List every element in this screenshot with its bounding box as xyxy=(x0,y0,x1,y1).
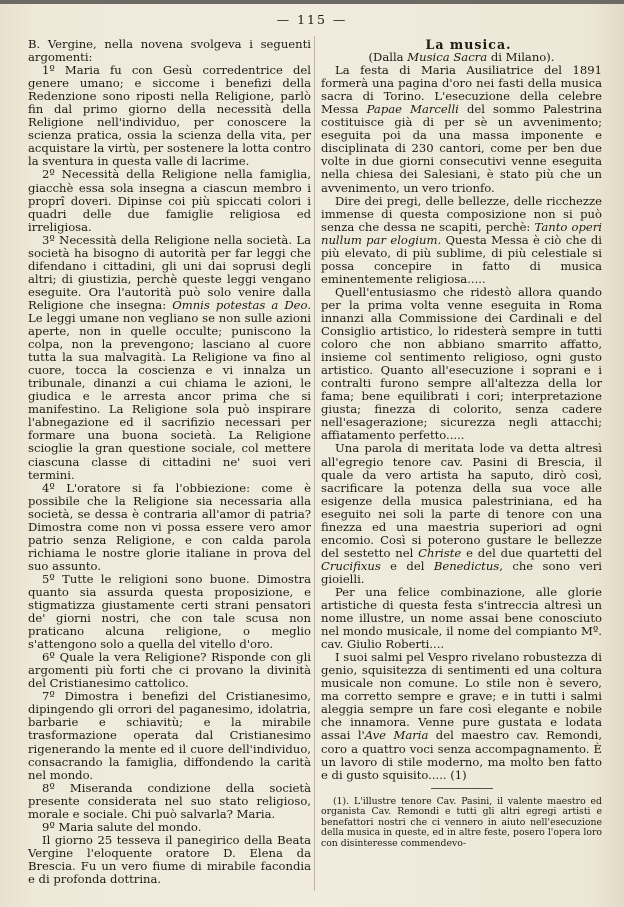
page-number: — 115 — xyxy=(276,12,348,27)
paragraph: 6º Quale la vera Religione? Risponde con gli argomenti più forti che ci provano la divinità del Cristianesimo cattolico. xyxy=(28,650,311,691)
source-journal: Musica Sacra xyxy=(407,50,488,65)
footnote xyxy=(321,797,602,850)
paragraph: 9º Maria salute del mondo. xyxy=(42,819,202,834)
paragraph-text: del maestro cav. Remondi, coro a quattro voci senza accompagnamento. È un lavoro di stile moderno, ma molto ben fatto e di gusto squisito..... (1) xyxy=(321,728,603,782)
work-title: Benedictus xyxy=(433,558,500,573)
footnote-rule xyxy=(431,788,493,789)
source-suffix: di Milano). xyxy=(487,50,555,65)
article-title: La musica. xyxy=(425,37,512,52)
paragraph xyxy=(28,234,311,482)
paragraph: Quell'entusiasmo che ridestò allora quando per la prima volta venne eseguita in Roma innanzi alla Commissione dei Cardinali e del Consiglio artistico, lo ridesterà sempre in tutti coloro che non abbiano smarrito affatto, insieme col sentimento religioso, ogni gusto artistico. Quanto all'esecuzione i soprani e i contralti furono sempre all'altezza della lor fama; bene equilibrati i cori; interpretazione giusta; finezza di colorito, senza cadere nell'esagerazione; sicurezza negli attacchi; affiatamento perfetto..... xyxy=(321,284,602,443)
paragraph: 1º Maria fu con Gesù corredentrice del genere umano; e siccome i benefizi della Redenzione sono riposti nella Religione, parlò fin dal primo giorno della necessità della Religione nell'individuo, per conoscere la scienza pratica, ossia la scienza della vita, per acquistare la virtù, per sostenere la lotta contro la sventura in questa valle di lacrime. xyxy=(28,63,311,169)
paragraph-text: , che sono veri gioielli. xyxy=(321,558,602,586)
paragraph: 8º Miseranda condizione della società presente considerata nel suo stato religioso, morale e sociale. Chi può salvarla? Maria. xyxy=(28,780,311,821)
work-title: Crucifixus xyxy=(321,558,381,573)
paragraph: 2º Necessità della Religione nella famiglia, giacchè essa sola insegna a ciascun membro i proprî doveri. Dipinse coi più spiccati colori i quadri delle due famiglie religiosa ed irreligiosa. xyxy=(28,167,311,234)
footnote-text: (1). L'illustre tenore Cav. Pasini, il valente maestro ed organista Cav. Remondi e tutti gli altri egregi artisti e benefattori nostri che ci vennero in aiuto nell'esecuzione della musica in queste, ed in altre feste, posero l'opera loro con disinteresse commendevo- xyxy=(321,795,602,850)
top-edge xyxy=(0,0,624,4)
paragraph-text: Le leggi umane non vegliano se non sulle azioni aperte, non in quelle occulte; puniscono la colpa, non la prevengono; lasciano al cuore tutta la sua malvagità. La Religione va fino al cuore, tocca la coscienza e vi innalza un tribunale, dinanzi a cui chiama le azioni, le giudica e le arresta ancor prima che si manifestino. La Religione sola può inspirare l'abnegazione ed il sacrifizio necessari per formare una buona società. La Religione scioglie la gran questione sociale, col mettere ciascuna classe di cittadini ne' suoi veri termini. xyxy=(28,310,311,482)
mass-title: Papae Marcelli xyxy=(366,102,459,117)
work-title: Ave Maria xyxy=(364,728,429,743)
paragraph-text: La festa di Maria Ausiliatrice del 1891 formerà una pagina d'oro nei fasti della musica sacra di Torino. L'esecuzione della celebre Messa xyxy=(321,63,602,117)
paragraph-text: Questa Messa è ciò che di più elevato, di più sublime, di più celestiale si possa concepire in fatto di musica eminentemente religiosa..... xyxy=(321,232,602,286)
paragraph-text: e del due quartetti del xyxy=(461,545,602,560)
latin-quote: Tanto operi nullum par elogium. xyxy=(321,219,603,247)
left-column xyxy=(28,38,311,886)
paragraph: 5º Tutte le religioni sono buone. Dimostra quanto sia assurda questa proposizione, e stigmatizza giustamente certi strani pensatori de' giorni nostri, che con tale scusa non praticano alcuna religione, o meglio s'attengono solo a quella del vitello d'oro. xyxy=(28,571,311,652)
right-column xyxy=(321,38,602,850)
paragraph: 7º Dimostra i benefizi del Cristianesimo, dipingendo gli orrori del paganesimo, idolatria, barbarie e schiavitù; e la mirabile trasformazione operata dal Cristianesimo rigenerando la mente ed il cuore dell'individuo, consacrando la famiglia, diffondendo la carità nel mondo. xyxy=(28,689,311,782)
paragraph: 4º L'oratore si fa l'obbiezione: come è possibile che la Religione sia necessaria alla società, se dessa è contraria all'amor di patria? Dimostra come non vi possa essere vero amor patrio senza Religione, e con calda parola richiama le nostre glorie italiane in prova del suo assunto. xyxy=(28,480,311,573)
source-prefix: (Dalla xyxy=(368,50,408,65)
paragraph-text: Una parola di meritata lode va detta altresì all'egregio tenore cav. Pasini di Brescia, il quale da vero artista ha saputo, dirò così, sacrificare la potenza della sua voce alle esigenze della musica palestriniana, ed ha eseguito nei soli la parte di tenore con una finezza ed una maestria superiori ad ogni encomio. Così si poterono gustare le bellezze del sestetto nel xyxy=(321,441,602,560)
column-divider xyxy=(314,36,315,891)
paragraph xyxy=(321,64,602,194)
paragraph-text: 3º Necessità della Religione nella società. La società ha bisogno di autorità per far leggi che difendano i cittadini, gli uni dai soprusi degli altri; di giustizia, perchè queste leggi vengano eseguite. Ora l'autorità può solo venire dalla Religione che insegna: xyxy=(28,232,311,312)
paragraph: B. Vergine, nella novena svolgeva i seguenti argomenti: xyxy=(28,37,311,65)
paragraph-text: Dire dei pregi, delle bellezze, delle ricchezze immense di questa composizione non si può senza che dessa ne scapiti, perchè: xyxy=(321,193,602,234)
latin-quote: Omnis potestas a Deo. xyxy=(172,297,312,312)
paragraph xyxy=(321,442,602,586)
paragraph-text: del sommo Palestrina costituisce già di per sè un avvenimento; eseguita poi da una massa imponente e disciplinata di 230 cantori, come per ben due volte in due giorni consecutivi venne eseguita nella chiesa dei Salesiani, è stato più che un avvenimento, un vero trionfo. xyxy=(321,102,602,195)
paragraph xyxy=(321,651,602,781)
work-title: Christe xyxy=(418,545,462,560)
paragraph: Il giorno 25 tesseva il panegirico della Beata Vergine l'eloquente oratore D. Elena da Brescia. Fu un vero fiume di mirabile facondia e di profonda dottrina. xyxy=(28,832,311,886)
paragraph xyxy=(321,195,602,286)
paragraph-text: e del xyxy=(380,558,434,573)
paragraph-text: I suoi salmi pel Vespro rivelano robustezza di genio, squisitezza di sentimenti ed una coltura musicale non comune. Lo stile non è severo, ma corretto sempre e grave; e in tutti i salmi aleggia sempre un fare così elegante e nobile che innamora. Venne pure gustata e lodata assai l' xyxy=(321,650,602,743)
paragraph: Per una felice combinazione, alle glorie artistiche di questa festa s'intreccia altresì un nome illustre, un nome assai bene conosciuto nel mondo musicale, il nome del compianto Mº. cav. Giulio Roberti.... xyxy=(321,584,602,652)
